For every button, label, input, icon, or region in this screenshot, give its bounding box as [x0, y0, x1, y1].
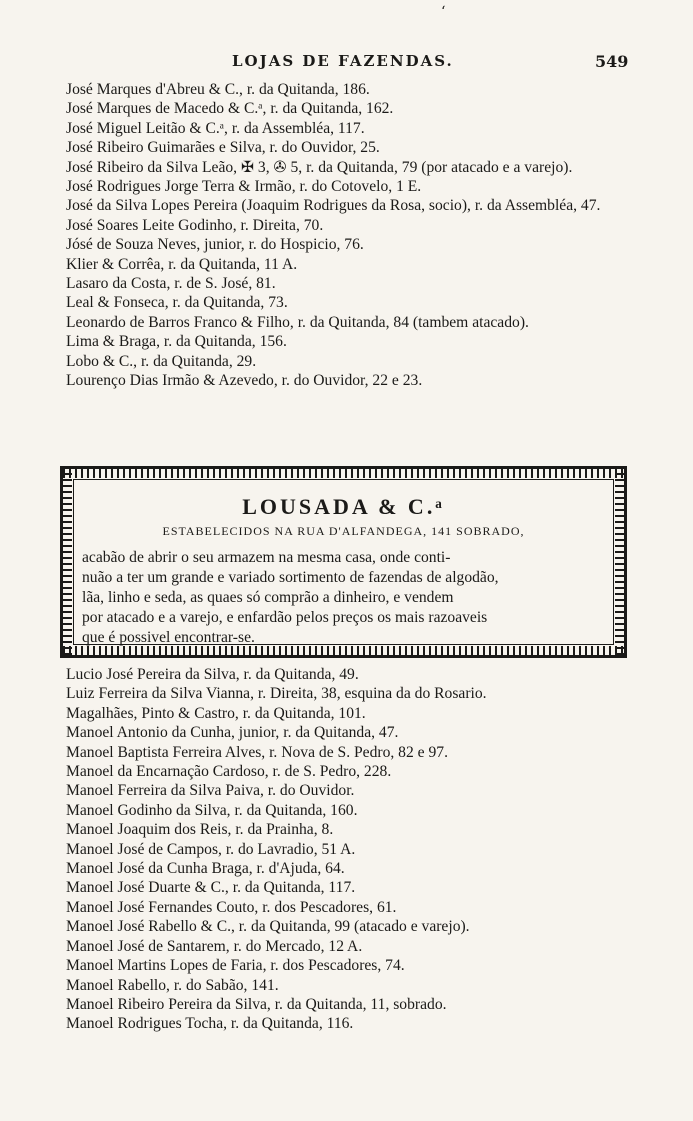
- advertisement-line: por atacado e a varejo, e enfardão pelos preços os mais razoaveis: [82, 609, 488, 626]
- list-item: Lasaro da Costa, r. de S. José, 81.: [66, 275, 276, 293]
- list-item: Lobo & C., r. da Quitanda, 29.: [66, 352, 257, 370]
- list-item: Manoel da Encarnação Cardoso, r. de S. Pedro, 228.: [66, 763, 392, 781]
- list-item: José Marques de Macedo & C.ᵃ, r. da Quitanda, 162.: [66, 100, 394, 118]
- list-item: José Ribeiro da Silva Leão, ✠ 3, ✇ 5, r. da Quitanda, 79 (por atacado e a varejo).: [66, 158, 573, 176]
- entries-list-top: [66, 80, 628, 391]
- list-item: Lima & Braga, r. da Quitanda, 156.: [66, 333, 287, 351]
- advertisement-line: lãa, linho e seda, as quaes só comprão a dinheiro, e vendem: [82, 589, 454, 606]
- list-item: Manoel Ferreira da Silva Paiva, r. do Ouvidor.: [66, 782, 355, 800]
- advertisement-box: [60, 466, 627, 658]
- list-item: Klier & Corrêa, r. da Quitanda, 11 A.: [66, 255, 298, 273]
- list-item: Manoel Baptista Ferreira Alves, r. Nova de S. Pedro, 82 e 97.: [66, 743, 448, 761]
- list-item: Magalhães, Pinto & Castro, r. da Quitanda, 101.: [66, 704, 366, 722]
- list-item: José Rodrigues Jorge Terra & Irmão, r. do Cotovelo, 1 E.: [66, 178, 422, 196]
- list-item: Lourenço Dias Irmão & Azevedo, r. do Ouvidor, 22 e 23.: [66, 372, 423, 390]
- list-item: Manoel José da Cunha Braga, r. d'Ajuda, 64.: [66, 860, 345, 878]
- list-item: Leal & Fonseca, r. da Quitanda, 73.: [66, 294, 288, 312]
- page-header: [0, 52, 693, 76]
- list-item: Manoel Antonio da Cunha, junior, r. da Quitanda, 47.: [66, 724, 399, 742]
- list-item: Leonardo de Barros Franco & Filho, r. da Quitanda, 84 (tambem atacado).: [66, 313, 529, 331]
- advertisement-title: LOUSADA & C.ᵃ: [242, 494, 445, 519]
- page-number: 549: [595, 52, 629, 71]
- list-item: Manoel José Fernandes Couto, r. dos Pescadores, 61.: [66, 898, 397, 916]
- list-item: Manoel José de Campos, r. do Lavradio, 51 A.: [66, 840, 356, 858]
- list-item: Manoel Rodrigues Tocha, r. da Quitanda, 116.: [66, 1015, 354, 1033]
- list-item: Manoel Rabello, r. do Sabão, 141.: [66, 976, 279, 994]
- list-item: Manoel Godinho da Silva, r. da Quitanda, 160.: [66, 801, 358, 819]
- advertisement-line: acabão de abrir o seu armazem na mesma casa, onde conti-: [82, 549, 451, 566]
- advertisement-line: nuão a ter um grande e variado sortimento de fazendas de algodão,: [82, 569, 499, 586]
- running-title: LOJAS DE FAZENDAS.: [232, 52, 454, 70]
- list-item: Jósé de Souza Neves, junior, r. do Hospicio, 76.: [66, 236, 364, 254]
- print-mark: ʻ: [441, 4, 446, 20]
- advertisement-text: [82, 548, 605, 648]
- entries-list-bottom: [66, 665, 628, 1034]
- list-item: José Miguel Leitão & C.ᵃ, r. da Assembléa, 117.: [66, 119, 365, 137]
- list-item: José Ribeiro Guimarães e Silva, r. do Ouvidor, 25.: [66, 139, 380, 157]
- list-item: José Soares Leite Godinho, r. Direita, 70.: [66, 216, 324, 234]
- list-item: Luiz Ferreira da Silva Vianna, r. Direita, 38, esquina da do Rosario.: [66, 685, 487, 703]
- list-item: Manoel José Rabello & C., r. da Quitanda, 99 (atacado e varejo).: [66, 918, 470, 936]
- list-item: Manoel Martins Lopes de Faria, r. dos Pescadores, 74.: [66, 957, 405, 975]
- list-item: Manoel José de Santarem, r. do Mercado, 12 A.: [66, 937, 363, 955]
- advertisement-panel: [73, 479, 614, 645]
- list-item: José Marques d'Abreu & C., r. da Quitanda, 186.: [66, 81, 370, 98]
- list-item: Lucio José Pereira da Silva, r. da Quitanda, 49.: [66, 666, 359, 683]
- list-item: Manoel Ribeiro Pereira da Silva, r. da Quitanda, 11, sobrado.: [66, 995, 447, 1013]
- list-item: Manoel José Duarte & C., r. da Quitanda, 117.: [66, 879, 356, 897]
- advertisement-line: que é possivel encontrar-se.: [82, 629, 255, 646]
- advertisement-subtitle: ESTABELECIDOS NA RUA D'ALFANDEGA, 141 SOBRADO,: [162, 524, 525, 538]
- list-item: Manoel Joaquim dos Reis, r. da Prainha, 8.: [66, 821, 334, 839]
- list-item: José da Silva Lopes Pereira (Joaquim Rodrigues da Rosa, socio), r. da Assembléa, 47.: [66, 197, 601, 215]
